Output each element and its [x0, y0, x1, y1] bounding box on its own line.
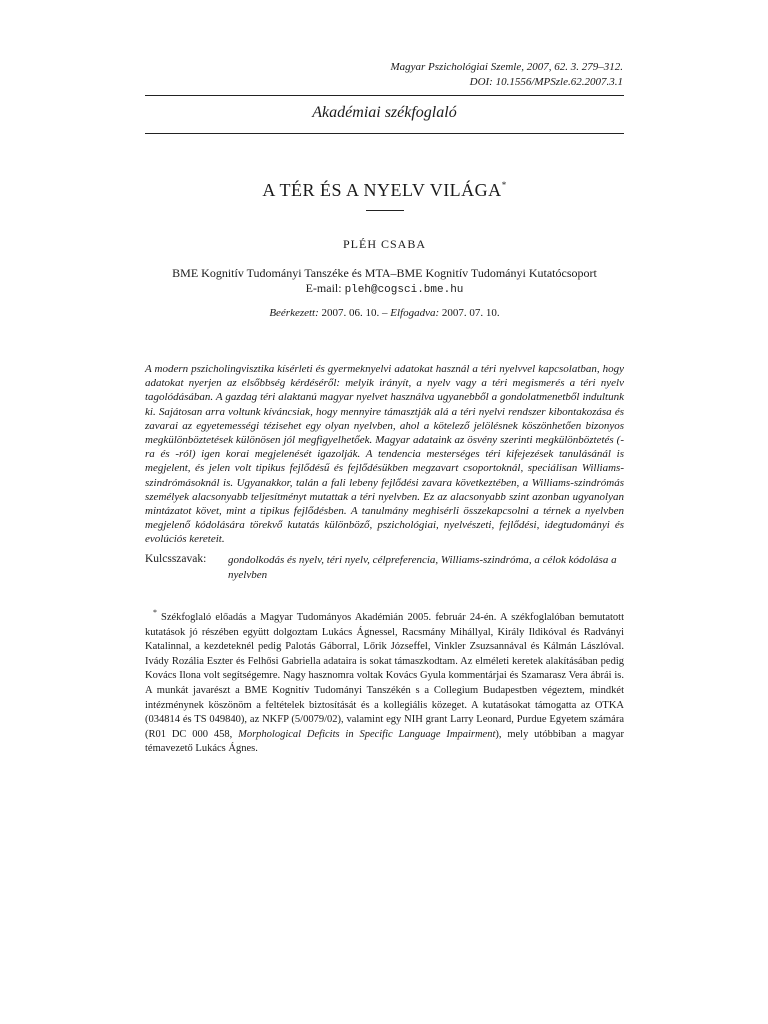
header-rule-top — [145, 95, 624, 96]
keywords-label: Kulcsszavak: — [145, 553, 207, 565]
accepted-label: Elfogadva: — [390, 307, 440, 319]
date-separator: – — [382, 307, 388, 319]
footnote-grant-title: Morphological Deficits in Specific Language Impairment — [238, 728, 496, 740]
footnote-mark: * — [153, 608, 157, 617]
journal-citation: Magyar Pszichológiai Szemle, 2007, 62. 3. 279–312. — [390, 61, 623, 73]
email-address[interactable]: pleh@cogsci.bme.hu — [344, 284, 464, 296]
journal-header — [390, 60, 623, 90]
title-footnote-mark[interactable]: * — [501, 180, 507, 190]
email-label: E-mail: — [305, 281, 342, 295]
affiliation: BME Kognitív Tudományi Tanszéke és MTA–BME Kognitív Tudományi Kutatócsoport — [172, 266, 597, 280]
keywords-text: gondolkodás és nyelv, téri nyelv, célpreferencia, Williams-szindróma, a célok kódolása a nyelvben — [228, 554, 617, 581]
affiliation-block — [145, 266, 624, 298]
article-title-text: A TÉR ÉS A NYELV VILÁGA — [262, 180, 502, 200]
accepted-date: 2007. 07. 10. — [441, 307, 500, 319]
dates-line — [145, 307, 624, 319]
footnote-text: Székfoglaló előadás a Magyar Tudományos Akadémián 2005. február 24-én. A székfoglalóban bemutatott kutatások jó részében együtt dolgoztam Lukács Ágnessel, Racsmány Mihállyal, Király Ildikóval és Radványi Katalinnal, a kezdeteknél pedig Palotás Gáborral, Lőrik Józseffel, Vinkler Zsuzsannával és Kálmán Lászlóval. Ivády Rozália Eszter és Felhősi Gabriella adataira is sokat támaszkodtam. Az elméleti keretek alakításában pedig Kovács Ilona volt segítségemre. Nagy hasznomra voltak Kovács Gyula kommentárjai és Szamarasz Vera ábrái is. A munkát javarészt a BME Kognitív Tudományi Tanszékén s a Collegium Budapestben végeztem, mindkét intézménynek köszönöm a feltételek biztosítását és a kollegiális közeget. A kutatásokat támogatta az OTKA (034814 és TS 049840), az NKFP (5/0079/02), valamint egy NIH grant Larry Leonard, Purdue Egyetem számára (R01 DC 000 458, — [145, 612, 624, 740]
section-title: Akadémiai székfoglaló — [312, 104, 457, 121]
abstract: A modern pszicholingvisztika kísérleti és gyermeknyelvi adatokat használ a téri nyelvvel kapcsolatban, hogy adatokat nyerjen az elsőbbség kérdéséről: melyik irányít, a nyelv vagy a téri megismerés a téri nyelv tagolódásában. A gazdag téri alaktanú magyar nyelvet használva ugyanebből a gondolatmenetből indultunk ki. Sajátosan arra voltunk kíváncsiak, hogy mennyire támasztják alá a téri nyelvi rendszer kibontakozása és zavarai az egyetemességi tézisehet egy olyan nyelvben, ahol a kötelező jelölésnek köszönhetően bizonyos megkülönböztetések különösen jól megfigyelhetőek. Magyar adataink az ösvény szerinti megkülönböztetés (-ra és -ról) igen korai megjelenését igazolják. A tendencia mesterséges téri kifejezések tanulásánál is megjelent, és jelen volt tipikus fejlődésű és fejlődésükben megzavart csoportoknál, speciálisan Williams-szindrómásoknál is. Ugyanakkor, talán a fali lebeny fejlődési zavara következtében, a Williams-szindrómás személyek alacsonyabb teljesítményt mutattak a téri nyelvben. Ez az alacsonyabb szint azonban ugyanolyan mintázatot követ, mint a tipikus fejlődésben. A tanulmány meghisérli összekapcsolni a térnek a nyelvben megjelenő kódolására törekvő kutatás különböző, pszichológiai, nyelvészeti, fejlődési, idegtudományi és evolúciós kereteit. — [145, 363, 624, 546]
email-line — [145, 281, 624, 298]
footnote-tail: ), mely utóbbiban a magyar témavezető Lukács Ágnes. — [145, 728, 624, 755]
author-name: PLÉH CSABA — [342, 237, 426, 251]
received-date: 2007. 06. 10. — [321, 307, 380, 319]
journal-doi: DOI: 10.1556/MPSzle.62.2007.3.1 — [469, 76, 623, 88]
footnote — [145, 606, 624, 757]
received-label: Beérkezett: — [269, 307, 319, 319]
title-divider — [366, 210, 404, 211]
article-title — [145, 180, 624, 201]
header-rule-bottom — [145, 133, 624, 134]
